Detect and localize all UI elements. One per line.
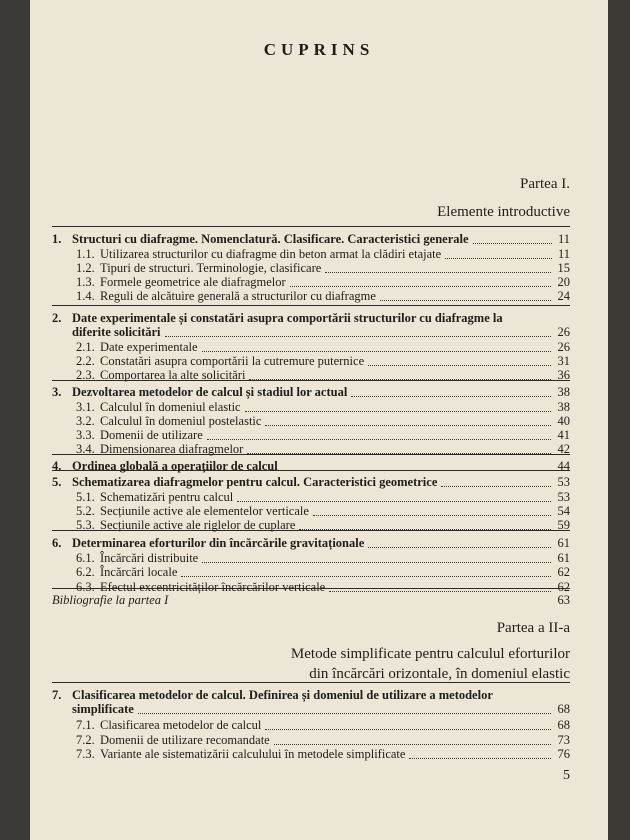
toc-entry-page: 38 xyxy=(557,385,570,399)
toc-entry-title: Structuri cu diafragme. Nomenclatură. Clasificare. Caracteristici generale xyxy=(72,232,469,246)
page-number: 5 xyxy=(563,768,570,783)
toc-entry-number: 5.1. xyxy=(76,490,95,504)
part2-title-line1: Metode simplificate pentru calculul eforturilor xyxy=(290,646,570,662)
toc-entry xyxy=(52,354,570,369)
toc-entry-title: Clasificarea metodelor de calcul. Definirea și domeniul de utilizare a metodelor xyxy=(72,688,493,702)
toc-entry xyxy=(52,536,570,551)
toc-entry xyxy=(52,490,570,505)
toc-entry xyxy=(52,247,570,262)
toc-entry-page: 38 xyxy=(557,400,570,414)
toc-entry-number: 7.1. xyxy=(76,718,95,732)
toc-entry-number: 5.2. xyxy=(76,504,95,518)
toc-entry xyxy=(52,551,570,566)
toc-entry-number: 6.2. xyxy=(76,565,95,579)
toc-entry-title: Utilizarea structurilor cu diafragme din beton armat la clădiri etajate xyxy=(100,247,442,261)
leader-dots xyxy=(445,258,552,259)
toc-entry-page: 40 xyxy=(557,414,570,428)
toc-entry xyxy=(52,385,570,400)
toc-entry-number: 2.2. xyxy=(76,354,95,368)
toc-entry xyxy=(52,289,570,304)
toc-entry-page: 11 xyxy=(557,247,570,261)
toc-entry-page: 62 xyxy=(557,580,570,594)
toc-entry-title: Secțiunile active ale elementelor verticale xyxy=(100,504,309,518)
leader-dots xyxy=(325,272,551,273)
toc-entry-title: Date experimentale xyxy=(100,340,198,354)
leader-dots xyxy=(138,713,551,714)
toc-entry-title: Tipuri de structuri. Terminologie, clasificare xyxy=(100,261,322,275)
toc-entry-number: 7.3. xyxy=(76,747,95,761)
leader-dots xyxy=(165,336,551,337)
toc-entry-title: Schematizarea diafragmelor pentru calcul. Caracteristici geometrice xyxy=(72,475,438,489)
toc-entry-number: 1.1. xyxy=(76,247,95,261)
toc-entry-title: Determinarea eforturilor din încărcările gravitaționale xyxy=(72,536,365,550)
toc-entry-number: 1.2. xyxy=(76,261,95,275)
toc-entry-page: 53 xyxy=(557,490,570,504)
toc-entry-page: 61 xyxy=(557,551,570,565)
toc-entry-number: 2.1. xyxy=(76,340,95,354)
section-divider xyxy=(52,226,570,227)
toc-entry xyxy=(52,475,570,490)
toc-entry-number: 4. xyxy=(52,459,62,473)
leader-dots xyxy=(329,591,551,592)
toc-entry-number: 3. xyxy=(52,385,62,399)
toc-entry xyxy=(52,414,570,429)
toc-entry xyxy=(52,688,570,703)
leader-dots xyxy=(237,501,551,502)
part1-label: Partea I. xyxy=(520,176,570,192)
toc-entry xyxy=(52,718,570,733)
toc-entry-number: 2.3. xyxy=(76,368,95,382)
toc-entry-number: 5.3. xyxy=(76,518,95,532)
toc-entry-title: Calculul în domeniul postelastic xyxy=(100,414,262,428)
toc-entry-title: diferite solicitări xyxy=(72,325,161,339)
toc-entry-page: 61 xyxy=(557,536,570,550)
leader-dots xyxy=(265,729,551,730)
part1-title: Elemente introductive xyxy=(437,204,570,220)
toc-entry-page: 62 xyxy=(557,565,570,579)
toc-entry-title: Domenii de utilizare recomandate xyxy=(100,733,270,747)
part2-title-line2: din încărcări orizontale, în domeniul elastic xyxy=(309,666,570,682)
toc-entry-page: 73 xyxy=(557,733,570,747)
toc-entry-number: 7. xyxy=(52,688,62,702)
bibliography-text: Bibliografie la partea I xyxy=(52,593,169,607)
leader-dots xyxy=(473,243,552,244)
toc-entry-page: 26 xyxy=(557,340,570,354)
toc-entry-page: 31 xyxy=(557,354,570,368)
toc-entry xyxy=(52,261,570,276)
leader-dots xyxy=(207,439,551,440)
toc-entry-title: Ordinea globală a operațiilor de calcul xyxy=(72,459,278,473)
toc-entry xyxy=(52,565,570,580)
toc-entry xyxy=(52,232,570,247)
toc-entry-page: 41 xyxy=(557,428,570,442)
toc-entry-title: Reguli de alcătuire generală a structurilor cu diafragme xyxy=(100,289,376,303)
toc-entry-title: Încărcări distribuite xyxy=(100,551,199,565)
part2-label: Partea a II-a xyxy=(496,620,570,636)
leader-dots xyxy=(409,758,551,759)
toc-entry-page: 20 xyxy=(557,275,570,289)
leader-dots xyxy=(368,547,551,548)
leader-dots xyxy=(313,515,551,516)
section-divider xyxy=(52,530,570,531)
toc-entry-title: Dezvoltarea metodelor de calcul și stadiul lor actual xyxy=(72,385,348,399)
bibliography-page: 63 xyxy=(557,593,570,607)
toc-entry xyxy=(52,459,570,474)
toc-entry-title: Date experimentale și constatări asupra comportării structurilor cu diafragme la xyxy=(72,311,503,325)
toc-entry-number: 1.4. xyxy=(76,289,95,303)
toc-entry-number: 6.1. xyxy=(76,551,95,565)
section-divider xyxy=(52,470,570,471)
toc-entry-page: 59 xyxy=(557,518,570,532)
toc-entry-number: 5. xyxy=(52,475,62,489)
toc-entry xyxy=(52,747,570,762)
toc-entry-number: 6. xyxy=(52,536,62,550)
leader-dots xyxy=(290,286,551,287)
toc-entry-number: 3.4. xyxy=(76,442,95,456)
toc-entry xyxy=(52,275,570,290)
toc-entry xyxy=(52,340,570,355)
leader-dots xyxy=(245,411,551,412)
toc-entry-title: Efectul excentricităților încărcărilor verticale xyxy=(100,580,326,594)
toc-entry-title: Clasificarea metodelor de calcul xyxy=(100,718,262,732)
toc-entry-title: Secțiunile active ale riglelor de cuplare xyxy=(100,518,296,532)
toc-entry-page: 36 xyxy=(557,368,570,382)
toc-entry-title: Încărcări locale xyxy=(100,565,178,579)
bibliography-entry xyxy=(52,593,168,608)
toc-entry-page: 44 xyxy=(557,459,570,473)
leader-dots xyxy=(202,351,551,352)
toc-entry-title: Constatări asupra comportării la cutremure puternice xyxy=(100,354,365,368)
toc-entry xyxy=(52,325,570,340)
leader-dots xyxy=(380,300,551,301)
toc-entry xyxy=(52,428,570,443)
toc-entry xyxy=(52,504,570,519)
toc-entry-page: 53 xyxy=(557,475,570,489)
toc-entry-page: 54 xyxy=(557,504,570,518)
toc-entry-number: 1.3. xyxy=(76,275,95,289)
toc-entry-page: 26 xyxy=(557,325,570,339)
toc-entry-title: Schematizări pentru calcul xyxy=(100,490,234,504)
toc-entry xyxy=(52,311,570,326)
book-page xyxy=(30,0,608,840)
section-divider xyxy=(52,682,570,683)
leader-dots xyxy=(274,744,551,745)
toc-entry xyxy=(52,733,570,748)
leader-dots xyxy=(441,486,551,487)
toc-entry-title: Domenii de utilizare xyxy=(100,428,203,442)
toc-entry-page: 42 xyxy=(557,442,570,456)
toc-entry-title: Comportarea la alte solicitări xyxy=(100,368,246,382)
toc-entry-page: 15 xyxy=(557,261,570,275)
toc-entry-page: 76 xyxy=(557,747,570,761)
toc-entry-page: 24 xyxy=(557,289,570,303)
leader-dots xyxy=(368,365,551,366)
toc-entry xyxy=(52,400,570,415)
leader-dots xyxy=(202,562,551,563)
toc-entry-title: simplificate xyxy=(72,702,134,716)
toc-entry-title: Variante ale sistematizării calculului în metodele simplificate xyxy=(100,747,406,761)
toc-entry-number: 3.1. xyxy=(76,400,95,414)
leader-dots xyxy=(181,576,551,577)
toc-entry-title: Calculul în domeniul elastic xyxy=(100,400,241,414)
leader-dots xyxy=(265,425,551,426)
leader-dots xyxy=(351,396,551,397)
section-divider xyxy=(52,588,570,589)
toc-entry-page: 68 xyxy=(557,702,570,716)
toc-entry-number: 3.3. xyxy=(76,428,95,442)
toc-entry-page: 11 xyxy=(557,232,570,246)
toc-entry-number: 6.3. xyxy=(76,580,95,594)
toc-entry-number: 2. xyxy=(52,311,62,325)
toc-entry-number: 7.2. xyxy=(76,733,95,747)
toc-entry-title: Dimensionarea diafragmelor xyxy=(100,442,244,456)
toc-entry-page: 68 xyxy=(557,718,570,732)
page-title: CUPRINS xyxy=(263,40,375,59)
toc-entry xyxy=(52,702,570,717)
section-divider xyxy=(52,380,570,381)
toc-entry-number: 3.2. xyxy=(76,414,95,428)
section-divider xyxy=(52,305,570,306)
toc-entry-number: 1. xyxy=(52,232,62,246)
toc-entry-title: Formele geometrice ale diafragmelor xyxy=(100,275,286,289)
section-divider xyxy=(52,454,570,455)
